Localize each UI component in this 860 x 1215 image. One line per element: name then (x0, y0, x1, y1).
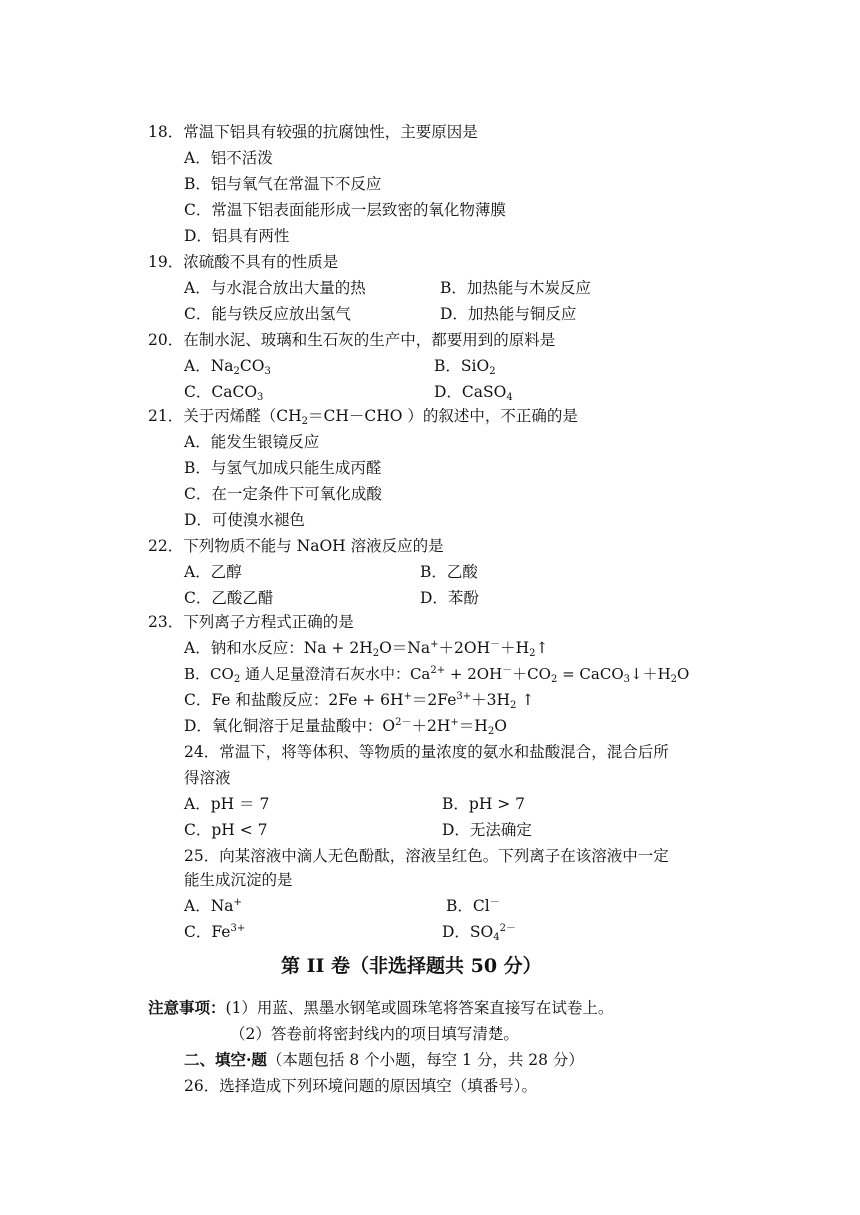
q21-option-d: D．可使溴水褪色 (184, 511, 305, 529)
q23-option-b: B．$CO_2$ 通人足量澄清石灰水中：$Ca^{2+} + 2OH^-+CO_2$ = $CaCO_3↓+H_2O$ (184, 665, 690, 685)
q18-stem: 18．常温下铝具有较强的抗腐蚀性，主要原因是 (148, 123, 478, 141)
part-heading: 二、填空·题（本题包括 8 个小题，每空 1 分，共 28 分） (184, 1050, 584, 1069)
q26-stem: 26．选择造成下列环境问题的原因填空（填番号）。 (184, 1077, 537, 1095)
notice-line-2: （2）答卷前将密封线内的项目填写清楚。 (230, 1025, 519, 1043)
q25-option-a: A．Na+ (184, 897, 242, 915)
q22-option-a: A．乙醇 (184, 563, 242, 581)
q20-option-a: A．$Na_2CO_3$ (184, 357, 271, 377)
q18-option-d: D．铝具有两性 (184, 227, 290, 245)
section-title: 第 II 卷（非选择题共 50 分） (281, 955, 542, 977)
q19-option-c: C．能与铁反应放出氢气 (184, 305, 351, 323)
q18-option-c: C．常温下铝表面能形成一层致密的氧化物薄膜 (184, 201, 506, 219)
q25-stem-line1: 25．向某溶液中滴人无色酚酞，溶液呈红色。下列离子在该溶液中一定 (184, 847, 669, 865)
q21-option-c: C．在一定条件下可氧化成酸 (184, 485, 382, 503)
notice-label: 注意事项： (148, 998, 226, 1017)
notice-line-1: 注意事项：(1）用蓝、黑墨水钢笔或圆珠笔将答案直接写在试卷上。 (148, 998, 614, 1017)
q24-stem-line1: 24．常温下，将等体积、等物质的量浓度的氨水和盐酸混合，混合后所 (184, 743, 669, 761)
q23-stem: 23．下列离子方程式正确的是 (148, 613, 354, 631)
q18-option-b: B．铝与氧气在常温下不反应 (184, 175, 382, 193)
q24-option-d: D．无法确定 (442, 821, 532, 839)
q22-option-d: D．苯酚 (420, 589, 479, 607)
q25-stem-line2: 能生成沉淀的是 (184, 871, 293, 889)
q23-option-d: D．氧化铜溶于足量盐酸中：$O^{2-}+2H^+=H_2O$ (184, 717, 507, 737)
q25-option-c: C．$Fe^{3+}$ (184, 923, 246, 941)
q19-option-b: B．加热能与木炭反应 (440, 279, 591, 297)
q21-option-b: B．与氢气加成只能生成丙醛 (184, 459, 382, 477)
q19-option-a: A．与水混合放出大量的热 (184, 279, 366, 297)
q22-option-c: C．乙酸乙醋 (184, 589, 274, 607)
q19-stem: 19．浓硫酸不具有的性质是 (148, 253, 339, 271)
q22-option-b: B．乙酸 (420, 563, 478, 581)
q18-option-a: A．铝不活泼 (184, 149, 273, 167)
q20-stem: 20．在制水泥、玻璃和生石灰的生产中，都要用到的原料是 (148, 331, 556, 349)
q23-option-c: C．Fe 和盐酸反应：$2Fe + 6H^+=2Fe^{3+}+3H_2$ ↑ (184, 691, 535, 711)
q24-option-c: C．pH < 7 (184, 821, 268, 839)
q20-option-b: B．SiO$_2$ (434, 357, 496, 377)
q24-stem-line2: 得溶液 (184, 769, 231, 787)
q20-option-d: D．CaSO$_4$ (434, 383, 513, 403)
q22-stem: 22．下列物质不能与 NaOH 溶液反应的是 (148, 537, 444, 555)
q25-option-b: B．Cl－ (446, 897, 500, 915)
q25-option-d: D．$SO_4^{2-}$ (442, 923, 517, 943)
q21-stem: 21．关于丙烯醛（$CH_2=CH-CHO$ ）的叙述中，不正确的是 (148, 407, 578, 427)
q24-option-b: B．pH > 7 (442, 795, 526, 813)
q23-option-a: A．钠和水反应：$Na + 2H_2O=Na^++2OH^-+H_2↑$ (184, 639, 549, 659)
q19-option-d: D．加热能与铜反应 (440, 305, 577, 323)
q21-option-a: A．能发生银镜反应 (184, 433, 320, 451)
q24-option-a: A．pH ＝ 7 (184, 795, 270, 813)
q20-option-c: C．CaCO$_3$ (184, 383, 264, 403)
